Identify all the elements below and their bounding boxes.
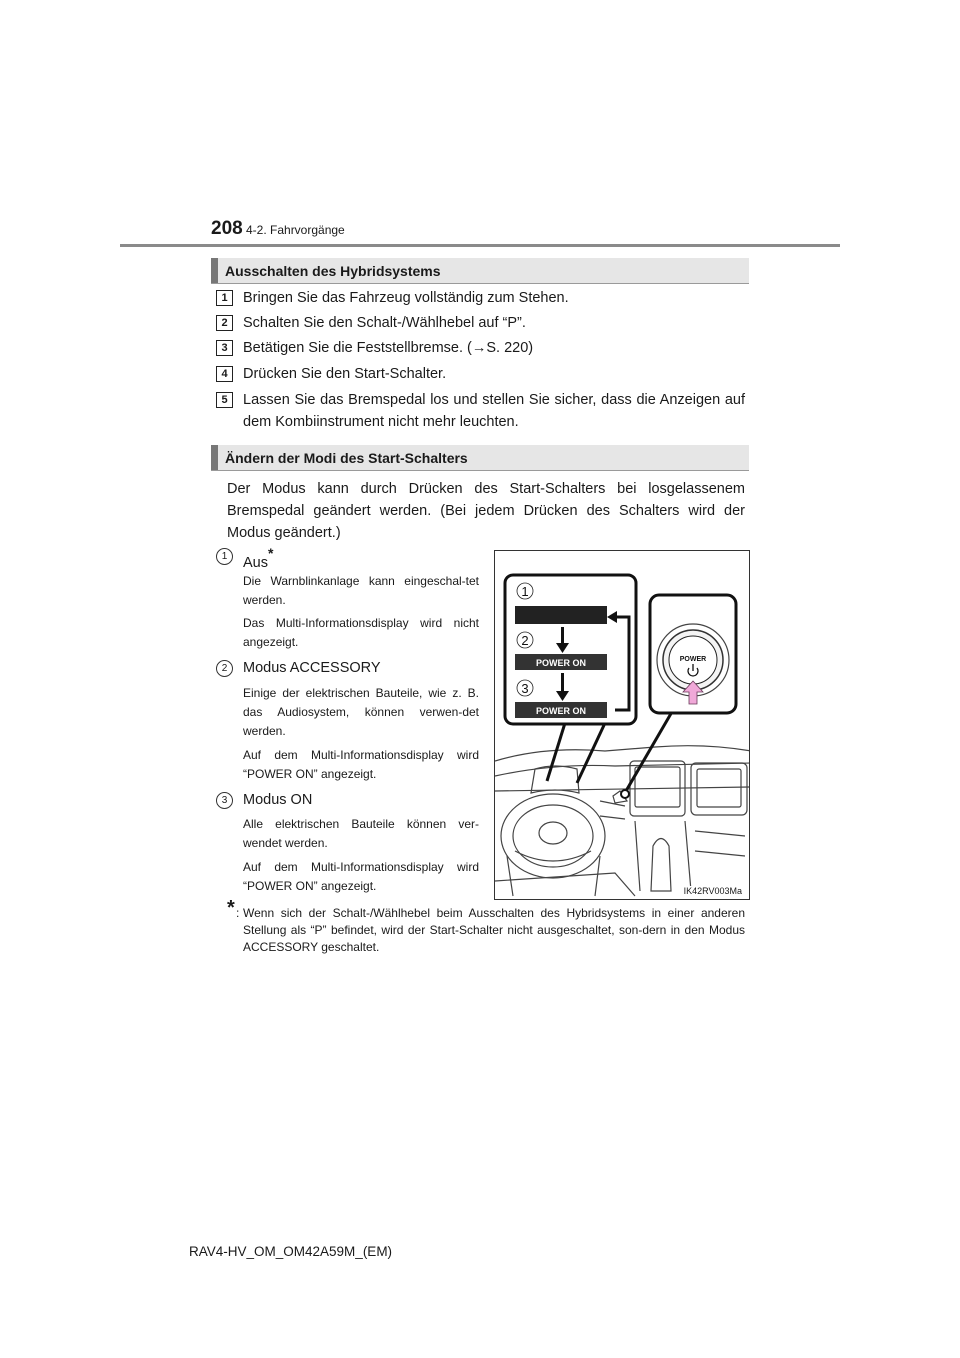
power-button-closeup — [650, 595, 736, 713]
mode-description: Einige der elektrischen Bauteile, wie z. B. das Audiosystem, können verwen-det werden. — [243, 686, 479, 738]
mode-title: Modus ON — [243, 792, 313, 808]
chapter-title: 4-2. Fahrvorgänge — [246, 223, 345, 237]
illustration-drawing — [495, 551, 750, 900]
display-modes-panel — [505, 575, 636, 724]
mode-number: 1 — [216, 548, 233, 565]
display-label-3: POWER ON — [535, 706, 587, 716]
section-title: Ausschalten des Hybridsystems — [225, 263, 441, 279]
intro-paragraph: Der Modus kann durch Drücken des Start-Schalters bei losgelassenem Bremspedal geändert werden. (Bei jedem Drücken des Schalters wird der Modus geändert.) — [227, 481, 745, 541]
step-number: 5 — [216, 392, 233, 408]
step-number: 1 — [216, 290, 233, 306]
mode-number: 2 — [216, 660, 233, 677]
mode-number: 3 — [216, 792, 233, 809]
page-number: 208 — [211, 218, 243, 239]
mode-title — [243, 545, 274, 571]
mode-title: Modus ACCESSORY — [243, 660, 381, 676]
footnote-colon: : — [236, 906, 240, 920]
section-title: Ändern der Modi des Start-Schalters — [225, 450, 468, 466]
mode-description: Auf dem Multi-Informationsdisplay wird “POWER ON” angezeigt. — [243, 748, 479, 781]
header-rule — [120, 244, 840, 247]
footnote-text: Wenn sich der Schalt-/Wählhebel beim Ausschalten des Hybridsystems in einer anderen Stellung als “P” befindet, wird der Start-Schalter nicht ausgeschaltet, son-dern in den Modus ACCESSORY geschaltet. — [243, 906, 745, 954]
display-label-2: POWER ON — [535, 658, 587, 668]
step-number: 3 — [216, 340, 233, 356]
callout-3: 3 — [521, 681, 529, 696]
mode-title-text: Aus — [243, 554, 268, 571]
footnote-mark: * — [227, 897, 235, 919]
step-text: Drücken Sie den Start-Schalter. — [243, 366, 447, 382]
step-number: 2 — [216, 315, 233, 331]
start-switch-illustration — [494, 550, 750, 900]
step-number: 4 — [216, 366, 233, 382]
section-heading-modes — [211, 445, 749, 471]
callout-1: 1 — [521, 584, 529, 599]
callout-2: 2 — [521, 633, 529, 648]
step-text: Schalten Sie den Schalt-/Wählhebel auf “P”. — [243, 315, 526, 331]
figure-code: IK42RV003Ma — [683, 886, 742, 896]
display-mode-1 — [515, 606, 607, 624]
start-switch-location — [621, 790, 629, 798]
step-text: Lassen Sie das Bremspedal los und stellen Sie sicher, dass die Anzeigen auf dem Kombiinstrument nicht mehr leuchten. — [243, 392, 745, 430]
dashboard-drawing — [495, 746, 750, 896]
step-text: Betätigen Sie die Feststellbremse. (→S. 220) — [243, 340, 534, 356]
power-button-label: POWER — [679, 656, 707, 663]
mode-description: Auf dem Multi-Informationsdisplay wird “POWER ON” angezeigt. — [243, 860, 479, 893]
step-text: Bringen Sie das Fahrzeug vollständig zum Stehen. — [243, 290, 569, 306]
document-code: RAV4-HV_OM_OM42A59M_(EM) — [189, 1244, 393, 1259]
mode-description: Alle elektrischen Bauteile können ver-wendet werden. — [243, 817, 479, 850]
footnote-mark: * — [268, 545, 274, 561]
mode-description: Die Warnblinkanlage kann eingeschal-tet werden. — [243, 574, 479, 607]
section-heading-shutdown — [211, 258, 749, 284]
mode-description: Das Multi-Informationsdisplay wird nicht angezeigt. — [243, 616, 479, 649]
